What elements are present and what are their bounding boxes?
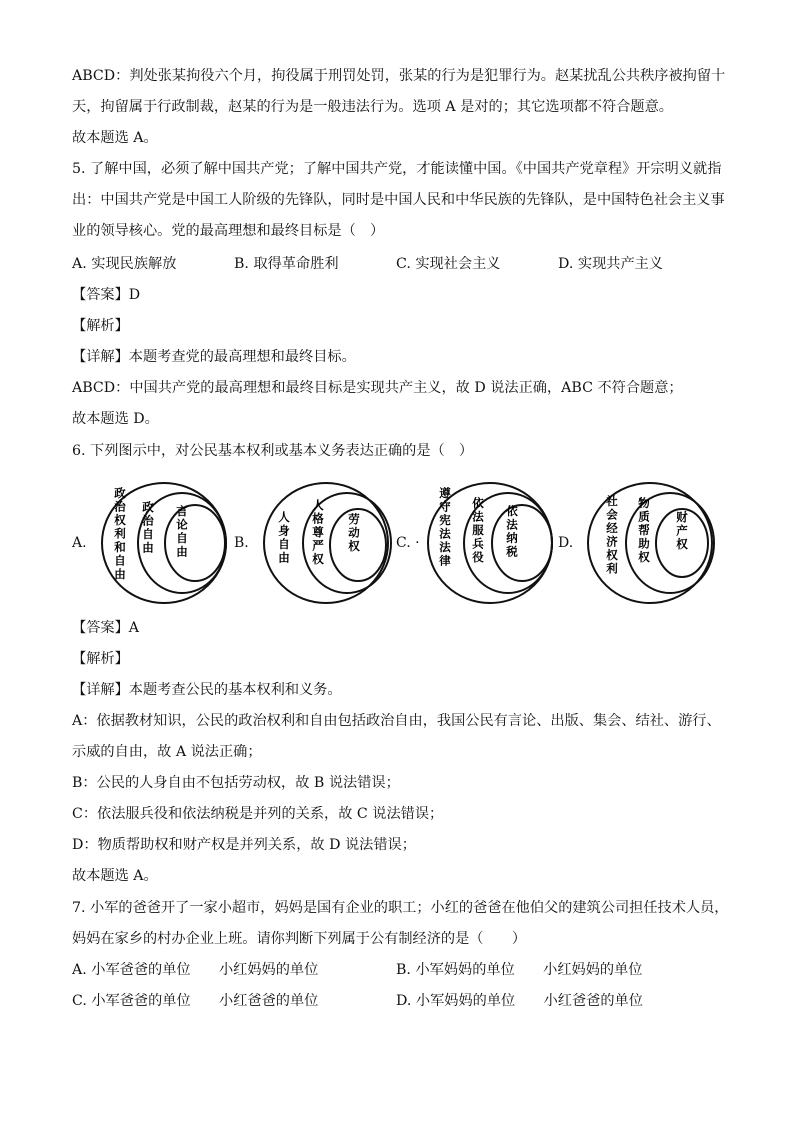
diagram-a-inner-label: 言论自由 [176, 504, 188, 559]
q5-detail: 【详解】本题考查党的最高理想和最终目标。 [72, 349, 356, 365]
q5-option-c: C. 实现社会主义 [396, 256, 501, 272]
q4-analysis-line-2: 天，拘留属于行政制裁，赵某的行为是一般违法行为。选项 A 是对的；其它选项都不符合题意。 [72, 99, 673, 115]
q5-stem-line-2: 出：中国共产党是中国工人阶级的先锋队，同时是中国人民和中华民族的先锋队，是中国特色社会主义事 [72, 192, 725, 208]
q5-analysis-heading: 【解析】 [72, 318, 129, 334]
q7-option-d: D. 小军妈妈的单位 小红爸爸的单位 [396, 993, 643, 1009]
q6-explanation-c: C：依法服兵役和依法纳税是并列的关系，故 C 说法错误； [72, 806, 444, 822]
q5-option-b: B. 取得革命胜利 [234, 256, 339, 272]
diagram-a-outer-label: 政治权利和自由 [114, 486, 126, 581]
q4-analysis-line-1: ABCD：判处张某拘役六个月，拘役属于刑罚处罚，张某的行为是犯罪行为。赵某扰乱公共秩序被拘留十 [72, 68, 726, 84]
q4-conclusion: 故本题选 A。 [72, 130, 158, 146]
q6-diagram-b [234, 473, 394, 618]
q6-diagrams [72, 473, 732, 618]
diagram-a-middle-label: 政治自由 [142, 500, 154, 555]
q6-stem: 6. 下列图示中，对公民基本权利或基本义务表达正确的是（ ） [72, 443, 474, 459]
diagram-c-inner-label: 依法纳税 [506, 504, 518, 559]
diagram-b-letter: B. [234, 535, 249, 551]
diagram-b-middle-label: 人格尊严权 [312, 498, 324, 566]
diagram-c-middle-label: 依法服兵役 [472, 496, 484, 564]
diagram-d-inner-label: 财产权 [676, 510, 688, 551]
q6-answer: 【答案】A [72, 620, 139, 636]
q7-stem-line-2: 妈妈在家乡的村办企业上班。请你判断下列属于公有制经济的是（ ） [72, 931, 527, 947]
q6-diagram-c [396, 473, 556, 618]
q5-conclusion: 故本题选 D。 [72, 411, 159, 427]
q5-option-a: A. 实现民族解放 [72, 256, 177, 272]
diagram-d-outer-label: 社会经济权利 [606, 494, 618, 576]
diagram-a-letter: A. [72, 535, 87, 551]
q6-explanation-d: D：物质帮助权和财产权是并列关系，故 D 说法错误； [72, 837, 416, 853]
diagram-d-middle-label: 物质帮助权 [638, 496, 650, 564]
diagram-b-circles [254, 477, 404, 617]
q7-option-c: C. 小军爸爸的单位 小红爸爸的单位 [72, 993, 319, 1009]
diagram-d-letter: D. [558, 535, 574, 551]
q7-stem-line-1: 7. 小军的爸爸开了一家小超市，妈妈是国有企业的职工；小红的爸爸在他伯父的建筑公司担任技术人员， [72, 900, 729, 916]
diagram-a-circles [92, 477, 242, 617]
q5-option-d: D. 实现共产主义 [558, 256, 664, 272]
diagram-d-circles [578, 477, 728, 617]
diagram-c-outer-label: 遵守宪法法律 [439, 486, 451, 568]
q6-analysis-heading: 【解析】 [72, 651, 129, 667]
q5-stem-line-1: 5. 了解中国，必须了解中国共产党；了解中国共产党，才能读懂中国。《中国共产党章程》开宗明义就指 [72, 161, 722, 177]
diagram-b-inner-label: 劳动权 [348, 512, 360, 553]
q5-answer: 【答案】D [72, 287, 141, 303]
q6-conclusion: 故本题选 A。 [72, 868, 158, 884]
diagram-b-outer-label: 人身自由 [278, 510, 290, 565]
q7-option-a: A. 小军爸爸的单位 小红妈妈的单位 [72, 962, 319, 978]
q5-explanation: ABCD：中国共产党的最高理想和最终目标是实现共产主义，故 D 说法正确，ABC 不符合题意； [72, 380, 683, 396]
diagram-c-letter: C. · [396, 535, 420, 551]
q6-diagram-d [558, 473, 728, 618]
diagram-c-circles [418, 477, 568, 617]
q6-detail: 【详解】本题考查公民的基本权利和义务。 [72, 682, 342, 698]
q6-explanation-a-2: 示威的自由，故 A 说法正确； [72, 744, 262, 760]
q6-explanation-b: B：公民的人身自由不包括劳动权，故 B 说法错误； [72, 775, 400, 791]
q6-diagram-a [72, 473, 232, 618]
q5-stem-line-3: 业的领导核心。党的最高理想和最终目标是（ ） [72, 223, 385, 239]
q6-explanation-a-1: A：依据教材知识，公民的政治权利和自由包括政治自由，我国公民有言论、出版、集会、结社、游行、 [72, 713, 721, 729]
q7-option-b: B. 小军妈妈的单位 小红妈妈的单位 [396, 962, 643, 978]
